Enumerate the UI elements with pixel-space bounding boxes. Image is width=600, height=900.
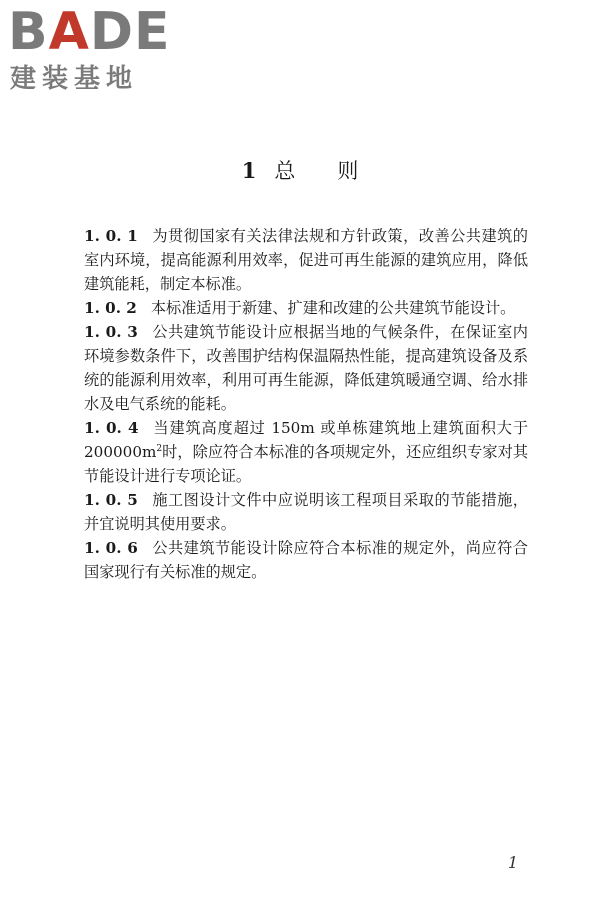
clause-text: 公共建筑节能设计应根据当地的气候条件，在保证室内环境参数条件下，改善围护结构保温隔热性能，提高建筑设备及系统的能源利用效率，利用可再生能源，降低建筑暖通空调、给水排水及电气系统的能耗。 xyxy=(84,323,528,413)
chapter-title-char-1: 总 xyxy=(274,159,296,183)
clause-text: 本标准适用于新建、扩建和改建的公共建筑节能设计。 xyxy=(150,299,516,317)
superscript-two: 2 xyxy=(156,443,163,454)
clause-1-0-2 xyxy=(84,296,528,320)
clause-number: 1. 0. 3 xyxy=(84,323,138,341)
clause-1-0-5 xyxy=(84,488,528,536)
chapter-title xyxy=(0,156,600,186)
clause-text: 施工图设计文件中应说明该工程项目采取的节能措施，并宜说明其使用要求。 xyxy=(84,491,528,533)
clause-number: 1. 0. 5 xyxy=(84,491,138,509)
chapter-number: 1 xyxy=(241,158,257,183)
clause-1-0-4 xyxy=(84,416,528,488)
clause-number: 1. 0. 6 xyxy=(84,539,138,557)
clause-number: 1. 0. 2 xyxy=(84,299,137,317)
clause-1-0-6 xyxy=(84,536,528,584)
bade-logo xyxy=(8,4,178,96)
clause-list xyxy=(84,224,528,584)
clause-number: 1. 0. 1 xyxy=(84,227,138,245)
chapter-title-char-2: 则 xyxy=(337,159,359,183)
clause-1-0-1 xyxy=(84,224,528,296)
clause-number: 1. 0. 4 xyxy=(84,419,139,437)
page-number: 1 xyxy=(507,853,518,872)
clause-1-0-3 xyxy=(84,320,528,416)
clause-text-part-b: 时，除应符合本标准的各项规定外，还应组织专家对其节能设计进行专项论证。 xyxy=(84,443,528,485)
clause-text-part-a: 当建筑高度超过 150m 或单栋建筑地上建筑面积大于 200000m xyxy=(84,419,529,461)
logo-wordmark: BADE xyxy=(8,2,171,62)
clause-text: 公共建筑节能设计除应符合本标准的规定外，尚应符合国家现行有关标准的规定。 xyxy=(84,539,528,581)
logo-subtitle: 建装基地 xyxy=(10,64,139,94)
clause-text: 为贯彻国家有关法律法规和方针政策，改善公共建筑的室内环境，提高能源利用效率，促进可再生能源的建筑应用，降低建筑能耗，制定本标准。 xyxy=(84,227,528,293)
